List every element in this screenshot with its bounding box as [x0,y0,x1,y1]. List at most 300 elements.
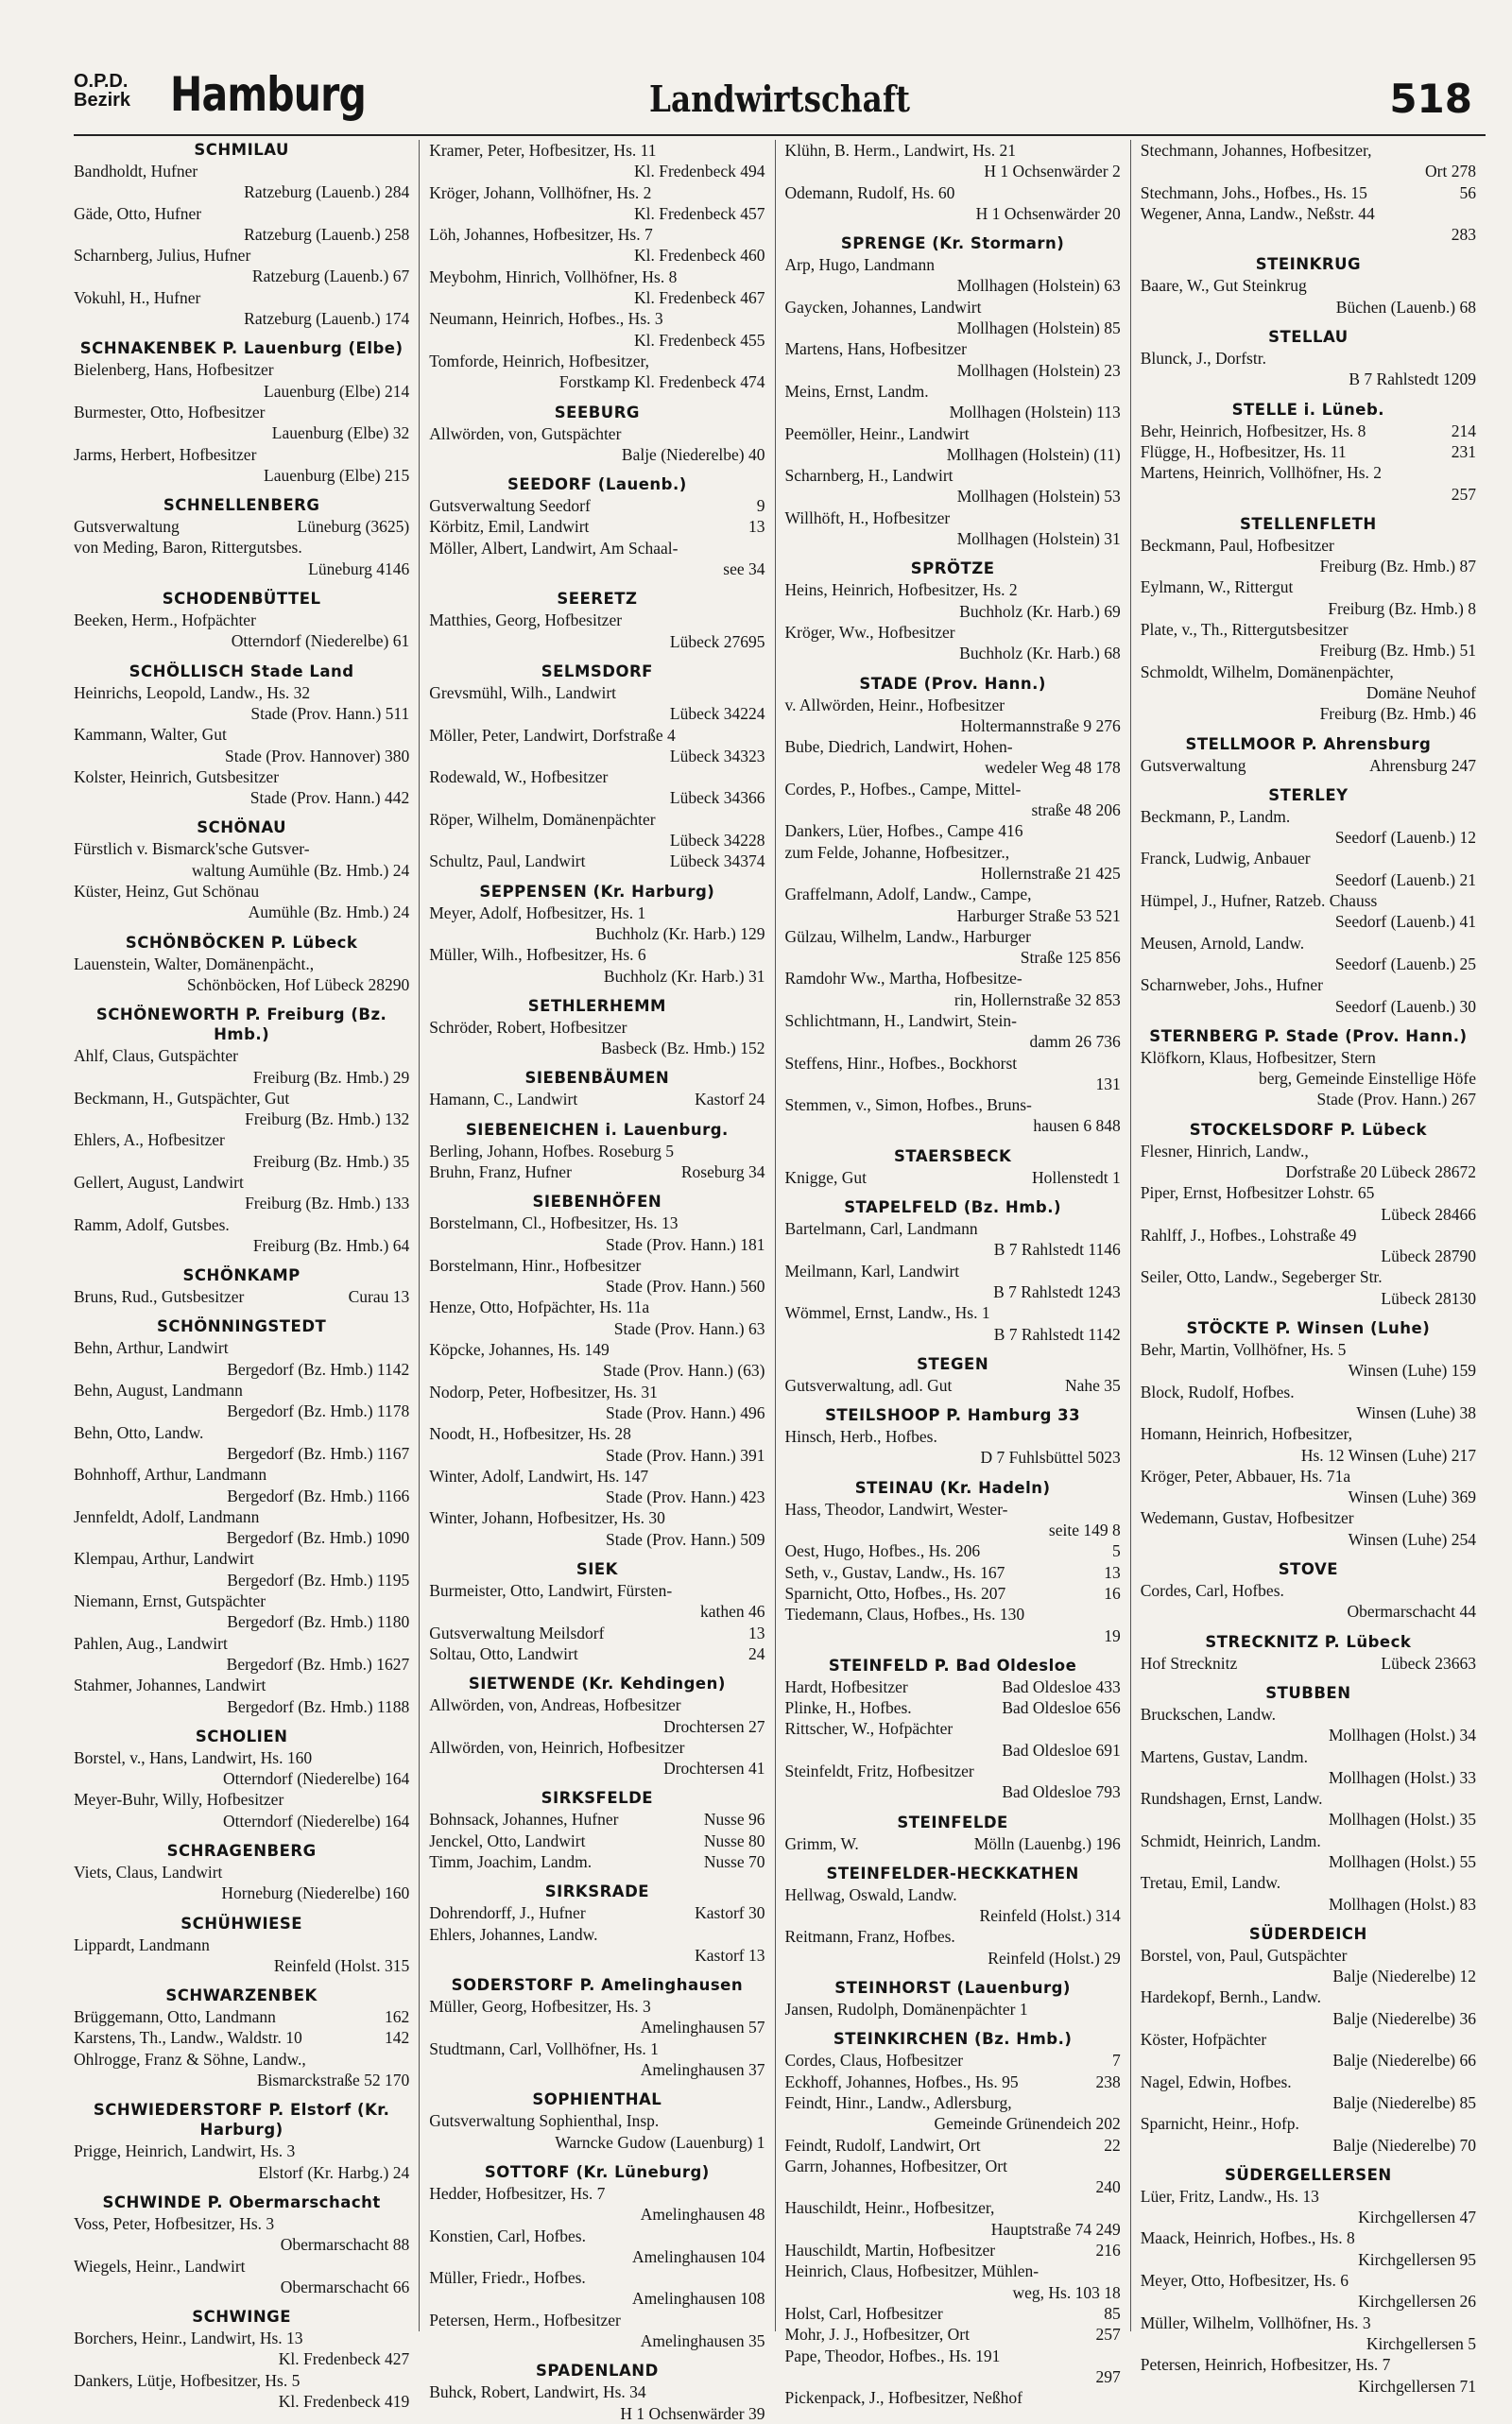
directory-entry [74,1633,409,1676]
entry-name-line [785,842,1121,863]
entry-location: Kl. Fredenbeck 419 [278,2392,410,2412]
entry-name-line [1141,1580,1476,1601]
entry-name-line [785,2197,1121,2218]
entry-location: Lübeck 27695 [669,631,765,651]
entry-name: Dankers, Lütje, Hofbesitzer, Hs. 5 [74,2370,301,2390]
entry-location: Buchholz (Kr. Harb.) 31 [603,966,765,986]
entry-name-line [785,297,1121,318]
entry-location: damm 26 736 [1029,1032,1121,1052]
entry-name-line [429,182,765,203]
entry-name-line [785,2156,1121,2176]
entry-phone: Kastorf 30 [695,1903,765,1923]
directory-entry [429,1017,765,1059]
place-heading: SIRKSRADE [544,1882,650,1901]
entry-name-line [785,2261,1121,2281]
opd-label: O.P.D. [74,71,129,92]
directory-entry [74,516,409,537]
entry-name: Rittscher, W., Hofpächter [784,1719,954,1739]
directory-entry [429,2226,765,2268]
entry-name: Tretau, Emil, Landw. [1140,1873,1281,1893]
entry-name: Martens, Heinrich, Vollhöfner, Hs. 2 [1140,463,1383,483]
entry-name: Tomforde, Heinrich, Hofbesitzer, [429,351,650,370]
entry-location: Stade (Prov. Hann.) 63 [613,1318,765,1338]
directory-entry [1141,1746,1476,1789]
entry-name-line [1141,1466,1476,1487]
entry-name: Wedemann, Gustav, Hofbesitzer [1140,1508,1354,1528]
entry-name: Reitmann, Franz, Hofbes. [784,1927,955,1947]
entry-location: Ort 278 [1425,162,1476,181]
entry-name: Knigge, Gut [784,1167,868,1187]
entry-location: Winsen (Luhe) 254 [1348,1529,1476,1549]
place-heading: SEPPENSEN (Kr. Harburg) [479,882,715,901]
directory-entry [74,2328,409,2370]
directory-entry [785,381,1121,423]
entry-name: Ehlers, A., Hofbesitzer [74,1130,225,1150]
directory-entry [74,203,409,246]
entry-name-line [785,1261,1121,1281]
place-heading: STELLMOOR P. Ahrensburg [1185,734,1432,753]
entry-name: Piper, Ernst, Hofbesitzer Lohstr. 65 [1140,1183,1375,1203]
entry-location: Drochtersen 27 [663,1716,765,1736]
directory-entry [1141,2227,1476,2270]
directory-entry [785,1218,1121,1261]
directory-entry [74,402,409,444]
entry-name-line [74,1464,409,1485]
entry-name-line [74,881,409,902]
entry-name-line [1141,1945,1476,1966]
entry-name: Homann, Heinrich, Hofbesitzer, [1140,1424,1353,1444]
entry-name: Karstens, Th., Landw., Waldstr. 10 [74,2028,302,2048]
entry-phone: 13 [748,1623,765,1642]
directory-entry [1141,1182,1476,1225]
entry-name: von Meding, Baron, Rittergutsbes. [74,538,302,558]
entry-location: see 34 [723,559,765,579]
entry-name-line [74,1380,409,1401]
entry-phone: Lüneburg (3625) [297,517,410,537]
entry-name-line [429,1423,765,1444]
directory-entry [1141,2072,1476,2114]
entry-location: Balje (Niederelbe) 70 [1332,2135,1476,2155]
entry-name: Lippardt, Landmann [74,1934,210,1954]
entry-location: Lübeck 34323 [669,746,765,765]
directory-entry [785,884,1121,926]
entry-location: Stade (Prov. Hann.) 509 [606,1529,765,1549]
entry-name: Ramdohr Ww., Martha, Hofbesitze- [784,969,1022,989]
entry-name-line [785,1999,1121,2020]
entry-phone: Nusse 70 [703,1852,765,1871]
entry-location: Obermarschacht 44 [1347,1602,1476,1622]
entry-name: Bohnhoff, Arthur, Landmann [74,1465,267,1485]
entry-name: Steinfeldt, Fritz, Hofbesitzer [784,1762,974,1780]
directory-entry [1141,662,1476,704]
directory-entry [785,1718,1121,1761]
entry-name: Grimm, W. [784,1833,859,1853]
directory-columns [74,140,1486,2423]
directory-entry [74,359,409,402]
entry-name: Vokuhl, H., Hufner [74,287,201,307]
directory-entry [785,1583,1121,1604]
entry-name-line [429,308,765,329]
entry-location: Freiburg (Bz. Hmb.) 46 [1319,704,1476,724]
entry-name-line [1141,348,1476,369]
directory-entry [785,2261,1121,2303]
entry-name: Gaycken, Johannes, Landwirt [784,297,982,317]
directory-entry [1141,1507,1476,1550]
place-heading: SCHOLIEN [195,1727,288,1745]
entry-name: Gutsverwaltung [74,517,180,537]
entry-name: v. Allwörden, Heinr., Hofbesitzer [784,695,1005,714]
entry-name: Stahmer, Johannes, Landwirt [74,1676,266,1695]
directory-entry [1141,2270,1476,2312]
directory-entry [74,1675,409,1717]
entry-phone: 13 [1104,1562,1121,1582]
entry-name: Flügge, H., Hofbesitzer, Hs. 11 [1140,441,1347,461]
directory-entry [1141,1986,1476,2029]
entry-name-line [785,2346,1121,2366]
place-heading: SCHÖNNINGSTEDT [156,1317,327,1336]
entry-name: Gutsverwaltung [1140,755,1246,775]
entry-location: Mollhagen (Holst.) 35 [1328,1810,1476,1830]
entry-name-line [429,140,765,161]
entry-name: Ehlers, Johannes, Landw. [429,1924,598,1944]
entry-name: Gellert, August, Landwirt [74,1172,244,1192]
directory-entry [429,538,765,580]
column-4 [1130,140,1486,2396]
entry-name-line [74,2027,409,2048]
directory-entry [785,1697,1121,1718]
entry-name: Borstelmann, Cl., Hofbesitzer, Hs. 13 [429,1213,679,1233]
entry-name: Feindt, Rudolf, Landwirt, Ort [784,2135,981,2155]
directory-entry [1141,2186,1476,2228]
entry-name-line [1141,2227,1476,2248]
entry-name: Lauenstein, Walter, Domänenpächt., [74,954,315,973]
entry-name: Müller, Wilhelm, Vollhöfner, Hs. 3 [1140,2312,1371,2332]
entry-location: Lauenburg (Elbe) 32 [271,423,410,443]
entry-name-line [429,2381,765,2402]
entry-location: berg, Gemeinde Einstellige Höfe [1258,1069,1476,1089]
entry-location: Freiburg (Bz. Hmb.) 51 [1319,641,1476,661]
entry-location: Obermarschacht 66 [280,2277,410,2296]
entry-location: Amelinghausen 57 [640,2018,765,2037]
entry-location: Ratzeburg (Lauenb.) 67 [251,266,410,286]
entry-phone: 16 [1104,1583,1121,1603]
entry-phone: 162 [385,2007,410,2027]
entry-name-line [1141,1382,1476,1402]
entry-phone: Hollenstedt 1 [1031,1167,1121,1187]
entry-phone: 56 [1459,182,1476,202]
entry-name-line [1141,140,1476,161]
entry-name-line [74,1590,409,1611]
entry-name-line [1141,974,1476,995]
entry-name: Klöfkorn, Klaus, Hofbesitzer, Stern [1140,1047,1376,1067]
entry-name: Löh, Johannes, Hofbesitzer, Hs. 7 [429,225,653,245]
entry-name-line [1141,462,1476,483]
entry-phone: 13 [748,517,765,537]
entry-location: Seedorf (Lauenb.) 41 [1334,912,1476,932]
entry-name: Feindt, Hinr., Landw., Adlersburg, [784,2092,1012,2112]
entry-location: Kirchgellersen 5 [1366,2333,1476,2353]
directory-entry [1141,890,1476,933]
entry-name: Bube, Diedrich, Landwirt, Hohen- [784,737,1013,757]
entry-name: Schultz, Paul, Landwirt [429,851,586,871]
entry-phone: 9 [756,496,765,516]
directory-entry [429,1737,765,1779]
entry-location: B 7 Rahlstedt 1142 [993,1324,1121,1344]
directory-entry [429,1851,765,1872]
directory-entry [74,954,409,996]
entry-location: seite 149 8 [1048,1521,1121,1540]
directory-entry [1141,535,1476,577]
entry-location: Schönböcken, Hof Lübeck 28290 [187,974,410,994]
entry-phone: Mölln (Lauenbg.) 196 [973,1833,1121,1853]
directory-entry [785,2240,1121,2261]
entry-location: Seedorf (Lauenb.) 30 [1334,996,1476,1016]
entry-name-line [785,2050,1121,2071]
entry-location: Stade (Prov. Hann.) 496 [606,1402,765,1422]
entry-name-line [74,610,409,630]
entry-name: Behn, Otto, Landw. [74,1422,204,1442]
entry-phone: 216 [1095,2241,1121,2261]
entry-name: Graffelmann, Adolf, Landw., Campe, [784,885,1032,904]
entry-name-line [1141,1182,1476,1203]
directory-entry [429,1507,765,1550]
entry-location: Domäne Neuhof [1366,682,1476,702]
entry-location: Hs. 12 Winsen (Luhe) 217 [1300,1445,1476,1465]
entry-name-line [785,1718,1121,1739]
entry-name: Allwörden, von, Gutspächter [429,423,622,443]
directory-entry [74,2027,409,2048]
entry-phone: Roseburg 34 [680,1161,765,1181]
directory-entry [429,2267,765,2310]
entry-name: Dankers, Lüer, Hofbes., Campe 416 [784,821,1023,841]
directory-entry [429,851,765,871]
entry-name-line [429,1382,765,1402]
entry-name: Seiler, Otto, Landw., Segeberger Str. [1140,1267,1383,1287]
entry-location: Drochtersen 41 [663,1759,765,1779]
entry-name: Stechmann, Johannes, Hofbesitzer, [1140,141,1372,160]
entry-name-line [785,338,1121,359]
place-heading: SPRÖTZE [910,559,995,578]
place-heading: SPRENGE (Kr. Stormarn) [840,234,1065,253]
directory-entry [74,2256,409,2298]
entry-phone: 214 [1451,421,1476,440]
directory-entry [785,1884,1121,1927]
place-heading: SCHWIEDERSTORF P. Elstorf (Kr. Harburg) [93,2101,390,2140]
entry-location: Kirchgellersen 95 [1358,2249,1476,2269]
entry-name: Borstelmann, Hinr., Hofbesitzer [429,1255,642,1275]
entry-name: Fürstlich v. Bismarck'sche Gutsver- [74,839,310,859]
entry-location: Balje (Niederelbe) 40 [621,444,765,464]
entry-name-line [74,402,409,422]
entry-location: Lübeck 34224 [669,704,765,724]
entry-location: Stade (Prov. Hann.) 560 [606,1277,765,1297]
entry-name: Wegener, Anna, Landw., Neßstr. 44 [1140,203,1375,223]
directory-entry [429,1089,765,1109]
entry-name: Hümpel, J., Hufner, Ratzeb. Chauss [1140,891,1378,911]
directory-entry [785,254,1121,297]
entry-name-line [74,1633,409,1654]
entry-phone: 85 [1104,2303,1121,2323]
directory-entry [74,245,409,287]
entry-name: Meyer, Adolf, Hofbesitzer, Hs. 1 [429,903,646,922]
entry-name-line [1141,1047,1476,1068]
entry-location: Mollhagen (Holst.) 33 [1328,1767,1476,1787]
entry-name-line [74,1172,409,1193]
entry-name: Behr, Heinrich, Hofbesitzer, Hs. 8 [1140,421,1366,440]
entry-location: B 7 Rahlstedt 1146 [993,1240,1121,1260]
entry-name-line [74,1747,409,1768]
entry-phone: Nusse 80 [703,1831,765,1850]
entry-name-line [74,2256,409,2277]
entry-name: Prigge, Heinrich, Landwirt, Hs. 3 [74,2141,296,2161]
entry-location: Freiburg (Bz. Hmb.) 132 [245,1109,410,1129]
entry-name-line [74,1337,409,1358]
directory-entry [785,2156,1121,2198]
directory-entry [429,1580,765,1623]
city-title: Hamburg [170,67,367,122]
directory-entry [429,1643,765,1664]
entry-location: B 7 Rahlstedt 1243 [993,1281,1121,1301]
place-heading: SIEBENBÄUMEN [524,1069,670,1088]
entry-location: Holtermannstraße 9 276 [960,715,1121,735]
entry-name-line [429,1902,765,1923]
entry-name: Flesner, Hinrich, Landw., [1140,1141,1309,1160]
column-3 [775,140,1130,2408]
directory-entry [429,516,765,537]
entry-name: Rundshagen, Ernst, Landw. [1140,1789,1323,1809]
entry-name-line [74,724,409,745]
entry-name-line [1141,275,1476,296]
entry-location: Kirchgellersen 47 [1358,2208,1476,2227]
directory-entry [429,351,765,393]
entry-location: Harburger Straße 53 521 [956,905,1121,925]
entry-name-line [1141,182,1476,203]
entry-name-line [429,1851,765,1872]
entry-name: Kröger, Peter, Abbauer, Hs. 71a [1140,1466,1351,1486]
entry-phone: Ahrensburg 247 [1369,755,1476,775]
directory-entry [1141,2113,1476,2156]
entry-phone: 142 [385,2028,410,2048]
entry-location: Stade (Prov. Hann.) 423 [606,1487,765,1507]
directory-entry [785,1302,1121,1345]
entry-name-line [429,1466,765,1487]
entry-name: Köpcke, Johannes, Hs. 149 [429,1340,610,1360]
entry-location: Freiburg (Bz. Hmb.) 8 [1328,598,1476,618]
entry-name-line [1141,890,1476,911]
entry-name: Cordes, P., Hofbes., Campe, Mittel- [784,779,1022,799]
entry-phone: 22 [1104,2135,1121,2155]
directory-entry [785,968,1121,1010]
entry-name: Meyer-Buhr, Willy, Hofbesitzer [74,1790,284,1810]
entry-name-line [785,182,1121,203]
entry-name-line [1141,2270,1476,2291]
entry-name: Küster, Heinz, Gut Schönau [74,882,260,902]
entry-name-line [74,954,409,974]
entry-name-line [74,1934,409,1955]
entry-phone: Curau 13 [348,1287,410,1307]
entry-name-line [785,1697,1121,1718]
entry-name: Voss, Peter, Hofbesitzer, Hs. 3 [74,2213,275,2233]
entry-name-line [1141,441,1476,462]
directory-entry [429,1809,765,1830]
place-heading: STOCKELSDORF P. Lübeck [1189,1120,1427,1139]
entry-name: Hauschildt, Martin, Hofbesitzer [784,2241,996,2261]
directory-entry [785,1676,1121,1697]
place-heading: SETHLERHEMM [527,996,666,1015]
entry-name-line [785,465,1121,486]
entry-name: Martens, Gustav, Landm. [1140,1746,1308,1766]
directory-entry [429,308,765,351]
directory-entry [429,2381,765,2424]
column-2 [419,140,774,2423]
directory-entry [74,610,409,652]
entry-name: Gutsverwaltung, adl. Gut [784,1375,953,1395]
entry-name-line [785,1094,1121,1115]
entry-location: Reinfeld (Holst.) 314 [979,1906,1121,1926]
entry-name: Röper, Wilhelm, Domänenpächter [429,809,656,829]
entry-name-line [785,1167,1121,1188]
entry-name: Hamann, C., Landwirt [429,1090,578,1109]
entry-name-line [785,968,1121,989]
entry-name: Sparnicht, Heinr., Hofp. [1140,2114,1299,2134]
entry-name: Winter, Johann, Hofbesitzer, Hs. 30 [429,1508,665,1528]
entry-name-line [785,1053,1121,1074]
directory-entry [785,1094,1121,1137]
entry-name: Meybohm, Hinrich, Vollhöfner, Hs. 8 [429,266,678,286]
directory-entry [74,682,409,725]
entry-name-line [1141,1831,1476,1851]
entry-location: Bergedorf (Bz. Hmb.) 1178 [227,1401,410,1421]
entry-name-line [429,1831,765,1851]
entry-location: Kl. Fredenbeck 427 [278,2349,410,2369]
entry-name: Bruns, Rud., Gutsbesitzer [74,1287,245,1307]
entry-name-line [74,2328,409,2348]
entry-name: Meilmann, Karl, Landwirt [784,1261,960,1281]
place-heading: STEINKRUG [1255,255,1362,274]
entry-name: Scharnberg, H., Landwirt [784,466,954,486]
entry-name-line [1141,662,1476,682]
entry-name-line [785,1604,1121,1625]
entry-name-line [1141,1266,1476,1287]
entry-name: Plinke, H., Hofbes. [784,1698,912,1718]
directory-entry [785,1499,1121,1541]
directory-entry [429,610,765,652]
entry-location: Freiburg (Bz. Hmb.) 64 [252,1235,410,1255]
entry-name-line [74,1548,409,1569]
directory-entry [429,1924,765,1967]
entry-name: Tiedemann, Claus, Hofbes., Hs. 130 [784,1605,1025,1625]
entry-location: Winsen (Luhe) 159 [1348,1361,1476,1381]
entry-name-line [1141,576,1476,597]
entry-name: Rodewald, W., Hofbesitzer [429,767,609,787]
entry-name: Henze, Otto, Hofpächter, Hs. 11a [429,1298,650,1317]
entry-name-line [74,2370,409,2391]
entry-name-line [785,1884,1121,1905]
entry-location: Mollhagen (Holstein) 85 [956,318,1121,338]
entry-name: Möller, Peter, Landwirt, Dorfstraße 4 [429,725,676,745]
entry-name: Gülzau, Wilhelm, Landw., Harburger [784,926,1031,946]
entry-name: Heinrichs, Leopold, Landw., Hs. 32 [74,682,311,702]
directory-entry [1141,462,1476,505]
entry-name-line [429,1161,765,1182]
entry-phone: Bad Oldesloe 433 [1002,1676,1121,1696]
entry-name-line [74,766,409,787]
entry-name-line [785,140,1121,161]
directory-entry [1141,1704,1476,1746]
entry-name: Pickenpack, J., Hofbesitzer, Neßhof [784,2388,1023,2408]
entry-name: Brüggemann, Otto, Landmann [74,2007,276,2027]
directory-entry [785,1562,1121,1583]
